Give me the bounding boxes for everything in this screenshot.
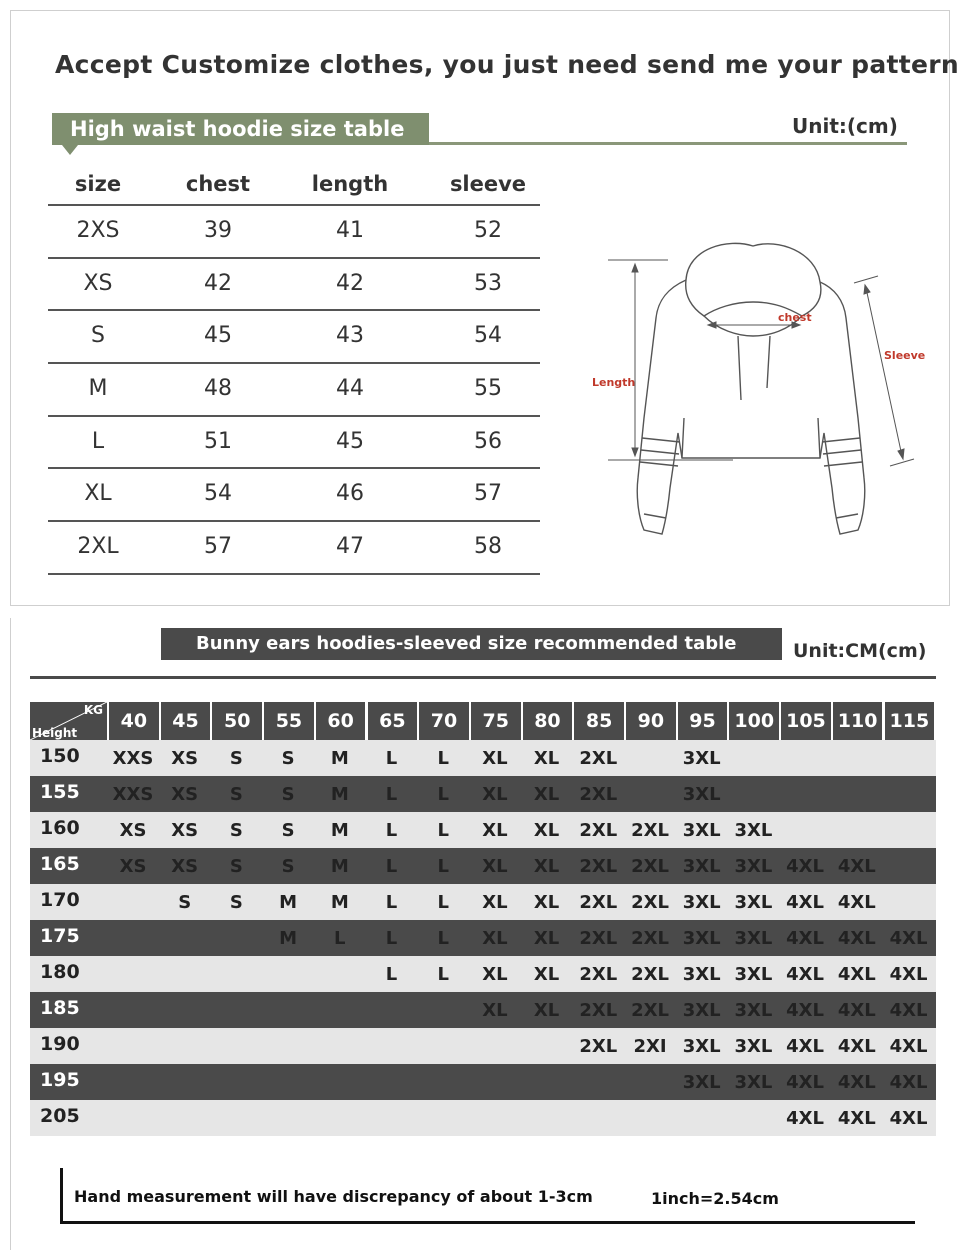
- size-value: 2XL: [579, 928, 618, 949]
- size-value: 3XL: [682, 784, 721, 805]
- size-value: XS: [119, 856, 147, 877]
- size-value: 4XL: [837, 856, 876, 877]
- size-value: M: [279, 928, 298, 949]
- size-table-row: [48, 364, 540, 417]
- size-value: 4XL: [786, 856, 825, 877]
- size-value: S: [281, 856, 295, 877]
- size-value: S: [281, 784, 295, 805]
- height-value: 175: [40, 925, 80, 947]
- cell-size: L: [91, 428, 105, 454]
- cell-length: 47: [336, 534, 364, 560]
- size-value: 3XL: [734, 928, 773, 949]
- size-value: 2XI: [633, 1036, 667, 1057]
- size-value: 4XL: [786, 1108, 825, 1129]
- recommend-table: [30, 702, 936, 1136]
- weight-header: 70: [419, 702, 469, 740]
- chest-label: chest: [778, 311, 812, 324]
- footer-inch: 1inch=2.54cm: [651, 1189, 779, 1208]
- size-value: 4XL: [837, 1072, 876, 1093]
- cell-sleeve: 52: [474, 218, 502, 243]
- size-value: 2XL: [631, 820, 669, 841]
- cell-chest: 39: [204, 218, 232, 243]
- cell-sleeve: 57: [474, 481, 502, 507]
- recommend-rule: [30, 676, 936, 679]
- size-value: 4XL: [786, 892, 825, 913]
- size-value: 2XL: [579, 964, 618, 985]
- size-value: 3XL: [682, 1036, 721, 1057]
- weight-header: 105: [781, 702, 831, 740]
- height-value: 155: [40, 781, 80, 803]
- size-value: 4XL: [786, 964, 825, 985]
- size-value: 2XL: [579, 1036, 618, 1057]
- cell-chest: 48: [204, 376, 232, 402]
- size-value: 3XL: [682, 1072, 721, 1093]
- size-value: M: [279, 892, 298, 913]
- size-value: 3XL: [734, 964, 773, 985]
- size-value: 4XL: [889, 1072, 928, 1093]
- size-value: S: [229, 748, 243, 769]
- size-table-unit: Unit:(cm): [792, 114, 898, 138]
- size-value: XL: [533, 748, 560, 769]
- recommend-table-title: Bunny ears hoodies-sleeved size recommended table: [161, 628, 782, 660]
- size-value: XL: [482, 748, 508, 769]
- size-value: 4XL: [837, 928, 876, 949]
- cell-length: 41: [336, 218, 364, 243]
- size-value: 2XL: [579, 1000, 618, 1021]
- size-value: XL: [533, 820, 560, 841]
- cell-chest: 42: [204, 270, 232, 296]
- cell-sleeve: 55: [474, 376, 502, 402]
- size-value: 3XL: [734, 856, 773, 877]
- weight-header: 50: [212, 702, 262, 740]
- cell-sleeve: 56: [474, 428, 502, 454]
- size-value: L: [334, 928, 346, 949]
- size-value: L: [385, 748, 398, 769]
- height-value: 165: [40, 853, 80, 875]
- size-value: 3XL: [682, 748, 721, 769]
- size-value: 4XL: [889, 1108, 928, 1129]
- size-value: 3XL: [682, 964, 721, 985]
- size-value: 3XL: [682, 1000, 721, 1021]
- cell-sleeve: 53: [474, 270, 502, 296]
- header-size: size: [74, 172, 122, 196]
- size-value: L: [385, 856, 398, 877]
- weight-header: 90: [626, 702, 676, 740]
- size-value: M: [330, 748, 349, 769]
- size-value: 2XL: [631, 892, 669, 913]
- size-value: 2XL: [631, 856, 669, 877]
- corner-height-label: Height: [32, 726, 78, 740]
- size-value: L: [437, 784, 449, 805]
- size-value: XL: [482, 784, 508, 805]
- size-table-row: [48, 469, 540, 522]
- size-value: 3XL: [682, 820, 721, 841]
- size-table-row: [48, 259, 540, 312]
- height-value: 190: [40, 1033, 80, 1055]
- size-value: M: [330, 820, 349, 841]
- cell-sleeve: 58: [474, 534, 502, 560]
- cell-size: M: [88, 376, 108, 402]
- cell-chest: 51: [204, 428, 232, 454]
- table-row: [30, 740, 936, 776]
- header-sleeve: sleeve: [449, 172, 527, 196]
- size-value: XS: [119, 820, 147, 841]
- cell-sleeve: 54: [474, 323, 502, 349]
- size-value: S: [229, 892, 243, 913]
- size-value: L: [385, 892, 398, 913]
- size-value: 2XL: [579, 856, 618, 877]
- weight-header: 40: [109, 702, 159, 740]
- size-value: M: [330, 892, 349, 913]
- size-value: 4XL: [837, 1108, 876, 1129]
- weight-header: 110: [833, 702, 883, 740]
- table-row: [30, 1064, 936, 1100]
- cell-size: S: [91, 323, 105, 349]
- size-table-header: [48, 166, 540, 206]
- cell-size: 2XL: [77, 534, 119, 560]
- size-value: L: [385, 784, 398, 805]
- size-value: 4XL: [837, 964, 876, 985]
- cell-chest: 54: [204, 481, 232, 507]
- size-value: 4XL: [786, 1072, 825, 1093]
- size-value: 3XL: [682, 892, 721, 913]
- size-value: XL: [482, 892, 508, 913]
- size-value: M: [330, 784, 349, 805]
- size-table: [48, 166, 540, 575]
- height-value: 180: [40, 961, 80, 983]
- size-value: 4XL: [837, 1000, 876, 1021]
- size-value: 2XL: [579, 784, 618, 805]
- table-row: [30, 776, 936, 812]
- size-value: S: [229, 856, 243, 877]
- size-value: 4XL: [889, 928, 928, 949]
- size-value: L: [385, 928, 398, 949]
- size-value: 4XL: [837, 1036, 876, 1057]
- size-value: L: [437, 856, 449, 877]
- size-value: 4XL: [786, 928, 825, 949]
- footer-note: Hand measurement will have discrepancy of about 1-3cm: [74, 1187, 593, 1206]
- table-row: [30, 848, 936, 884]
- size-value: 2XL: [631, 964, 669, 985]
- size-value: 3XL: [682, 928, 721, 949]
- cell-length: 42: [336, 270, 364, 296]
- table-row: [30, 812, 936, 848]
- size-table-row: [48, 206, 540, 259]
- size-value: 3XL: [734, 820, 773, 841]
- size-value: L: [385, 820, 398, 841]
- size-value: XS: [171, 856, 199, 877]
- size-value: XS: [171, 820, 199, 841]
- size-value: 2XL: [579, 820, 618, 841]
- size-value: XL: [482, 928, 508, 949]
- tab-notch: [62, 145, 78, 155]
- weight-header: 100: [729, 702, 779, 740]
- headline: Accept Customize clothes, you just need send me your pattern: [55, 50, 959, 79]
- size-value: M: [330, 856, 349, 877]
- height-value: 205: [40, 1105, 80, 1127]
- height-value: 150: [40, 745, 80, 767]
- size-value: 3XL: [682, 856, 721, 877]
- height-value: 160: [40, 817, 80, 839]
- cell-size: 2XS: [76, 218, 120, 243]
- weight-header: 65: [368, 702, 418, 740]
- weight-header: 115: [885, 702, 935, 740]
- hoodie-diagram: [588, 238, 933, 548]
- size-value: L: [437, 748, 449, 769]
- size-value: XL: [482, 820, 508, 841]
- footer-bar: [60, 1168, 63, 1224]
- size-value: S: [229, 820, 243, 841]
- size-value: L: [385, 964, 398, 985]
- height-value: 195: [40, 1069, 80, 1091]
- size-value: L: [437, 928, 449, 949]
- size-value: S: [229, 784, 243, 805]
- weight-header: 55: [264, 702, 314, 740]
- size-value: XXS: [112, 748, 154, 769]
- size-value: 4XL: [889, 1000, 928, 1021]
- size-value: 2XL: [631, 1000, 669, 1021]
- table-row: [30, 992, 936, 1028]
- size-value: 4XL: [786, 1036, 825, 1057]
- table-row: [30, 920, 936, 956]
- cell-length: 46: [336, 481, 364, 507]
- height-value: 170: [40, 889, 80, 911]
- size-value: XL: [482, 856, 508, 877]
- size-value: XL: [482, 964, 508, 985]
- size-value: 3XL: [734, 1036, 773, 1057]
- weight-header: 60: [316, 702, 366, 740]
- size-value: XS: [171, 784, 199, 805]
- table-row: [30, 1028, 936, 1064]
- size-value: XL: [533, 856, 560, 877]
- size-value: 2XL: [579, 892, 618, 913]
- cell-length: 44: [336, 376, 364, 402]
- size-table-row: [48, 417, 540, 470]
- size-value: XL: [533, 892, 560, 913]
- recommend-table-unit: Unit:CM(cm): [793, 640, 927, 662]
- weight-header: 95: [678, 702, 728, 740]
- size-value: XL: [533, 1000, 560, 1021]
- size-table-title: High waist hoodie size table: [52, 113, 429, 145]
- title-underline: [429, 142, 907, 145]
- cell-length: 45: [336, 428, 364, 454]
- header-length: length: [311, 172, 389, 196]
- table-row: [30, 1100, 936, 1136]
- size-value: XL: [533, 928, 560, 949]
- size-value: 3XL: [734, 892, 773, 913]
- size-value: 4XL: [837, 892, 876, 913]
- table-row: [30, 956, 936, 992]
- cell-chest: 57: [204, 534, 232, 560]
- cell-length: 43: [336, 323, 364, 349]
- weight-header: 75: [471, 702, 521, 740]
- corner-cell: [30, 702, 107, 740]
- size-value: 2XL: [631, 928, 669, 949]
- cell-size: XS: [83, 270, 113, 296]
- size-value: L: [437, 892, 449, 913]
- corner-kg-label: KG: [83, 703, 103, 717]
- recommend-table-header: [30, 702, 936, 740]
- size-value: 4XL: [889, 1036, 928, 1057]
- size-value: L: [437, 964, 449, 985]
- cell-size: XL: [84, 481, 112, 507]
- weight-header: 80: [523, 702, 573, 740]
- weight-header: 85: [574, 702, 624, 740]
- length-label: Length: [592, 376, 636, 389]
- height-value: 185: [40, 997, 80, 1019]
- size-table-row: [48, 311, 540, 364]
- size-table-row: [48, 522, 540, 575]
- size-value: 4XL: [786, 1000, 825, 1021]
- table-row: [30, 884, 936, 920]
- footer-line: [60, 1221, 915, 1224]
- size-value: XXS: [112, 784, 154, 805]
- size-value: L: [437, 820, 449, 841]
- sleeve-label: Sleeve: [884, 349, 926, 362]
- header-chest: chest: [185, 172, 251, 196]
- size-value: 4XL: [889, 964, 928, 985]
- size-value: S: [281, 748, 295, 769]
- size-value: S: [281, 820, 295, 841]
- size-value: XS: [171, 748, 199, 769]
- size-value: S: [178, 892, 192, 913]
- cell-chest: 45: [204, 323, 232, 349]
- size-value: XL: [482, 1000, 508, 1021]
- weight-header: 45: [161, 702, 211, 740]
- size-value: XL: [533, 784, 560, 805]
- size-value: 3XL: [734, 1072, 773, 1093]
- size-value: 2XL: [579, 748, 618, 769]
- size-value: XL: [533, 964, 560, 985]
- size-value: 3XL: [734, 1000, 773, 1021]
